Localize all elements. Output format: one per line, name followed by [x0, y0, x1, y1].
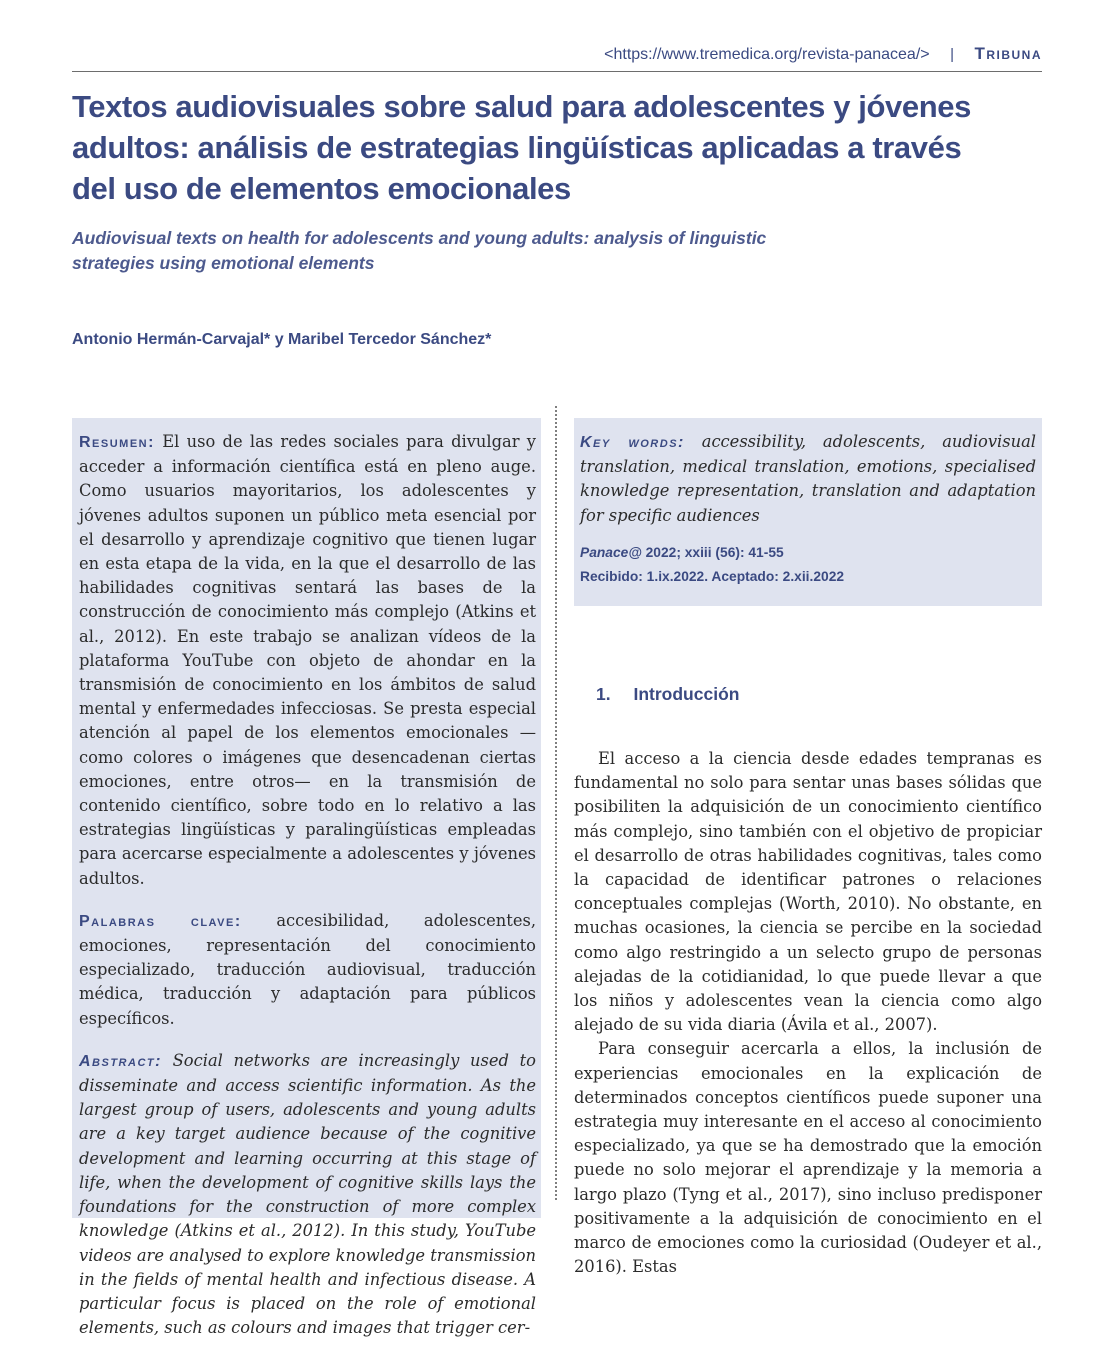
header-rule — [72, 71, 1042, 72]
key-words-label: Key words: — [580, 434, 685, 451]
abstract-text: Social networks are increasingly used to disseminate and access scientific information. As the largest group of users, adolescents and young adults are a key target audience because of the cognitive development and learning occurring at this stage of life, when the development of cognitive skills lays the foundations for the construction of more complex knowledge (Atkins et al., 2012). In this study, YouTube videos are analysed to explore knowledge transmission in the fields of mental health and infectious disease. A particular focus is placed on the role of emotional elements, such as colours and images that trigger cer- — [79, 1050, 536, 1338]
resumen-text: El uso de las redes sociales para divulgar y acceder a información científica está en pleno auge. Como usuarios mayoritarios, los adolescentes y jóvenes adultos suponen un público meta esencial por el desarrollo y aprendizaje cognitivo que tienen lugar en esta etapa de la vida, en la que el desarrollo de las habilidades cognitivas sentará las bases de la construcción de conocimiento más complejo (Atkins et al., 2012). En este trabajo se analizan vídeos de la plataforma YouTube con objeto de ahondar en la transmisión de conocimiento en los ámbitos de salud mental y enfermedades infecciosas. Se presta especial atención al papel de los elementos emocionales —como colores o imágenes que desencadenan ciertas emociones, entre otros— en la transmisión de contenido científico, sobre todo en lo relativo a las estrategias lingüísticas y paralingüísticas empleadas para acercarse especialmente a adolescentes y jóvenes adultos. — [79, 432, 536, 888]
column-divider — [555, 406, 557, 1200]
article-subtitle-english: Audiovisual texts on health for adolescents and young adults: analysis of linguistic strategies using emotional elements — [72, 228, 767, 273]
section-heading-introduction — [596, 684, 739, 705]
intro-paragraph-1: El acceso a la ciencia desde edades tempranas es fundamental no solo para sentar unas bases sólidas que posibiliten la adquisición de un conocimiento científico más complejo, sino también con el objetivo de propiciar el desarrollo de otras habilidades cognitivas, tales como la capacidad de identificar patrones o relaciones conceptuales complejas (Worth, 2010). No obstante, en muchas ocasiones, la ciencia se percibe en la sociedad como algo restringido a un selecto grupo de personas alejadas de la cotidianidad, lo que puede llevar a que los niños y adolescentes vean la ciencia como algo alejado de su vida diaria (Ávila et al., 2007). — [574, 749, 1042, 1035]
palabras-clave-paragraph — [79, 909, 536, 1031]
abstract-paragraph — [79, 1049, 536, 1340]
section-label: Tribuna — [974, 44, 1042, 63]
article-authors: Antonio Hermán-Carvajal* y Maribel Tercedor Sánchez* — [72, 331, 492, 348]
palabras-clave-label: Palabras clave: — [79, 912, 242, 930]
citation-details: 2022; xxiii (56): 41-55 — [645, 545, 784, 560]
citation-line — [580, 541, 1036, 565]
section-title: Introducción — [633, 684, 740, 704]
journal-name: Panace@ — [580, 545, 642, 560]
publication-meta — [580, 541, 1036, 589]
abstract-label: Abstract: — [79, 1052, 162, 1070]
journal-url-link[interactable]: <https://www.tremedica.org/revista-panacea/> — [604, 46, 930, 63]
running-header — [72, 44, 1042, 66]
resumen-paragraph — [79, 430, 536, 891]
intro-paragraph-2: Para conseguir acercarla a ellos, la inclusión de experiencias emocionales en la explicación de determinados conceptos científicos puede suponer una estrategia muy interesante en el acceso al conocimiento especializado, ya que se ha demostrado que la emoción puede no solo mejorar el aprendizaje y la memoria a largo plazo (Tyng et al., 2017), sino incluso predisponer positivamente a la adquisición de conocimiento en el marco de emociones como la curiosidad (Oudeyer et al., 2016). Estas — [574, 1039, 1042, 1277]
abstract-column — [79, 430, 536, 1358]
palabras-clave-text: accesibilidad, adolescentes, emociones, representación del conocimiento especializado, traducción audiovisual, traducción médica, traducción y adaptación para públicos específicos. — [79, 910, 536, 1028]
header-separator: | — [950, 46, 954, 63]
section-number: 1. — [596, 684, 611, 704]
article-title: Textos audiovisuales sobre salud para adolescentes y jóvenes adultos: análisis de estrategias lingüísticas aplicadas a través del uso de elementos emocionales — [72, 89, 971, 206]
key-words-paragraph — [580, 430, 1036, 528]
received-accepted-dates: Recibido: 1.ix.2022. Aceptado: 2.xii.2022 — [580, 569, 845, 584]
resumen-label: Resumen: — [79, 434, 155, 451]
key-words-text: accessibility, adolescents, audiovisual translation, medical translation, emotions, specialised knowledge representation, translation and adaptation for specific audiences — [580, 432, 1036, 525]
